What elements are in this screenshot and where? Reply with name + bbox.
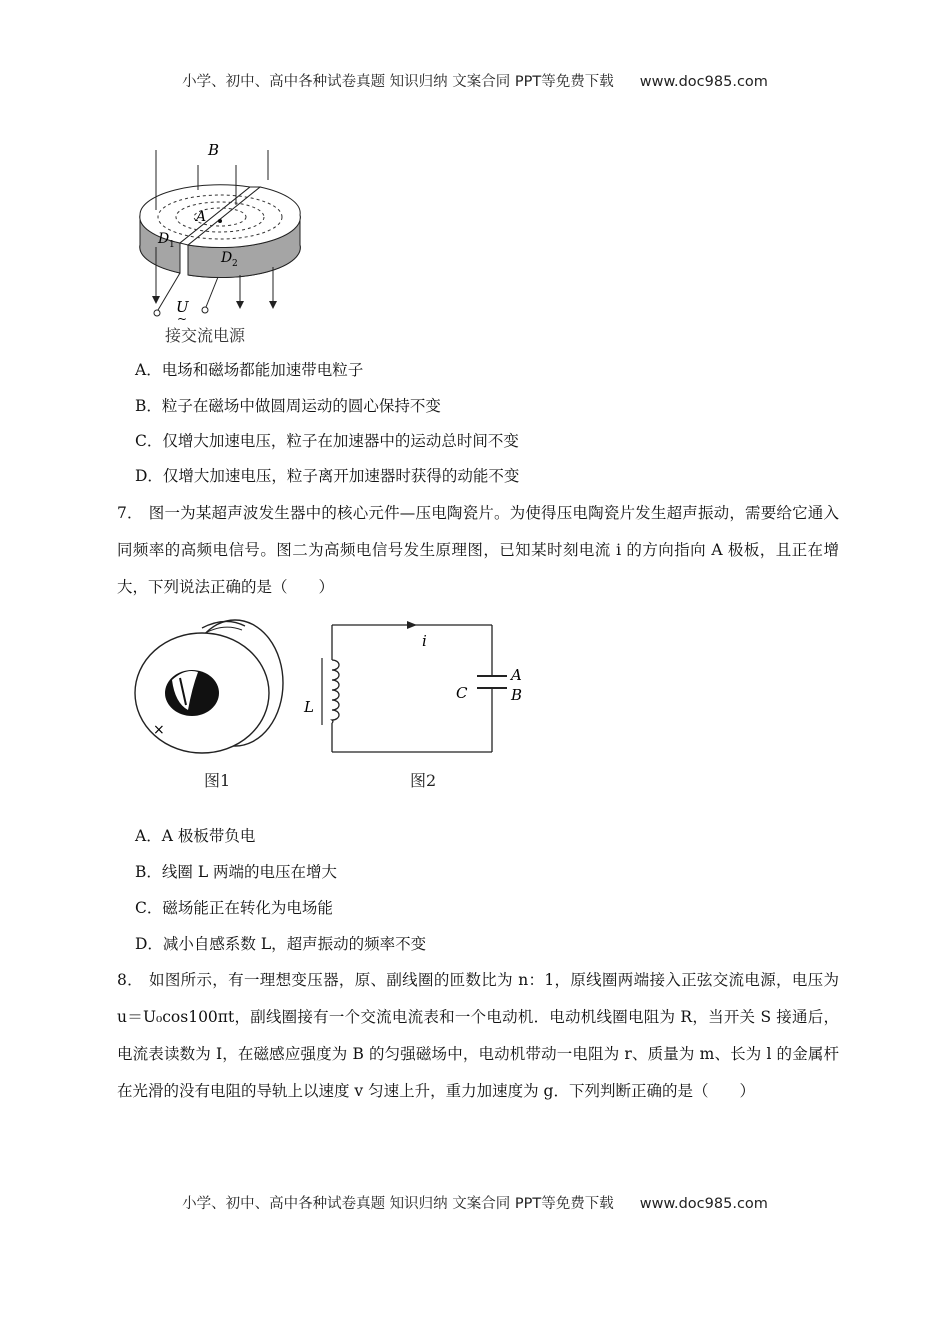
lc-circuit-diagram [295, 612, 535, 797]
footer-url[interactable]: www.doc985.com [639, 1196, 768, 1212]
lc-circuit-figure [295, 612, 535, 797]
header-url[interactable]: www.doc985.com [639, 74, 768, 90]
label-i: i [422, 632, 427, 650]
label-l: L [304, 698, 314, 716]
question-text: 图一为某超声波发生器中的核心元件—压电陶瓷片。为使得压电陶瓷片发生超声振动，需要给它通入同频率的高频电信号。图二为高频电信号发生原理图，已知某时刻电流 i 的方向指向 A 极板，且正在增大，下列说法正确的是（ ） [117, 504, 839, 596]
piezo-disc-diagram [130, 608, 295, 798]
question-7 [117, 495, 839, 606]
label-u-mark: ~ [177, 312, 188, 326]
fig1-mark: × [153, 722, 165, 738]
piezo-disc-figure [130, 608, 295, 798]
header-title: 小学、初中、高中各种试卷真题 知识归纳 文案合同 PPT等免费下载 [182, 74, 614, 90]
label-d2: D [221, 250, 233, 266]
label-d1: D [158, 231, 170, 247]
label-c: C [456, 684, 468, 702]
q6-option-b[interactable]: B．粒子在磁场中做圆周运动的圆心保持不变 [135, 397, 441, 415]
page-footer [0, 1192, 950, 1213]
question-8 [117, 962, 839, 1110]
label-u: U [176, 298, 189, 316]
question-number: 8． [117, 971, 144, 989]
q7-option-c[interactable]: C．磁场能正在转化为电场能 [135, 899, 333, 917]
footer-title: 小学、初中、高中各种试卷真题 知识归纳 文案合同 PPT等免费下载 [182, 1196, 614, 1212]
label-b: B [208, 141, 220, 159]
page-header [0, 70, 950, 91]
label-plate-a: A [511, 666, 522, 684]
q7-option-d[interactable]: D．减小自感系数 L，超声振动的频率不变 [135, 935, 427, 953]
figure-caption: 接交流电源 [165, 326, 246, 345]
q7-option-b[interactable]: B．线圈 L 两端的电压在增大 [135, 863, 338, 881]
label-d2-sub: 2 [232, 259, 238, 269]
fig2-caption: 图2 [410, 771, 437, 790]
label-a: A [196, 209, 207, 225]
q6-option-c[interactable]: C．仅增大加速电压，粒子在加速器中的运动总时间不变 [135, 432, 519, 450]
question-text: 如图所示，有一理想变压器，原、副线圈的匝数比为 n：1，原线圈两端接入正弦交流电源，电压为 u＝U₀cos100πt，副线圈接有一个交流电流表和一个电动机．电动机线圈电阻为 R，当开关 S 接通后，电流表读数为 I，在磁感应强度为 B 的匀强磁场中，电动机带动一电阻为 r、质量为 m、长为 l 的金属杆在光滑的没有电阻的导轨上以速度 v 匀速上升，重力加速度为 g．下列判断正确的是（ ） [117, 971, 839, 1100]
q6-option-a[interactable]: A．电场和磁场都能加速带电粒子 [135, 361, 364, 379]
q6-option-d[interactable]: D．仅增大加速电压，粒子离开加速器时获得的动能不变 [135, 467, 520, 485]
cyclotron-diagram [128, 135, 308, 350]
fig1-caption: 图1 [204, 771, 231, 790]
question-number: 7． [117, 504, 143, 522]
cyclotron-figure [128, 135, 308, 350]
label-d1-sub: 1 [169, 240, 175, 250]
q7-option-a[interactable]: A．A 极板带负电 [135, 827, 256, 845]
label-plate-b: B [511, 686, 523, 704]
